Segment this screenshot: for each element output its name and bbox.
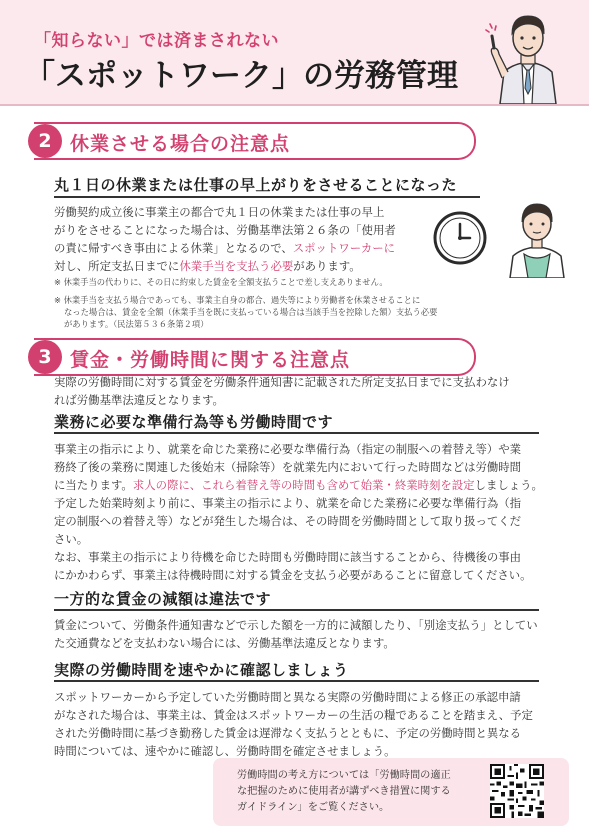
text-line: さい。: [54, 532, 89, 546]
section-2-header: [34, 122, 476, 160]
note-2: [54, 294, 437, 330]
section-number-badge: 3: [28, 340, 62, 374]
text-line: ガイドライン」をご覧ください。: [237, 802, 390, 813]
text-line: スポットワーカーから予定していた労働時間と異なる実際の労働時間による修正の承認申請: [54, 690, 521, 704]
note-line: なった場合は、賃金を全額（休業手当を既に支払っている場合は当該手当を控除した額）支払う必要: [64, 307, 438, 317]
section-3-title: 賃金・労働時間に関する注意点: [70, 349, 351, 371]
text-line: れば労働基準法違反となります。: [54, 393, 224, 407]
text-line: 時間については、速やかに確認し、労働時間を確定させましょう。: [54, 744, 396, 758]
qr-code-icon[interactable]: [490, 764, 544, 818]
worker-apron-icon: [504, 198, 570, 278]
subheading-underline: [54, 609, 539, 611]
text-span: の責に帰すべき事由による休業」となるので、: [54, 241, 293, 255]
text-line: にかかわらず、事業主は待機時間に対する賃金を支払う必要があることに留意してください。: [54, 568, 532, 582]
guideline-box: [213, 758, 569, 826]
text-line: 労働時間の考え方については「労働時間の適正: [237, 770, 451, 781]
text-line: がりをさせることになった場合は、労働基準法第２６条の「使用者: [54, 223, 396, 237]
text-line: 労働契約成立後に事業主の都合で丸１日の休業または仕事の早上: [54, 205, 385, 219]
text-line: [54, 239, 434, 257]
text-span: に当たります。: [54, 478, 133, 492]
subheading-underline: [54, 432, 539, 434]
text-line: 賃金について、労働条件通知書などで示した額を一方的に減額したり、「別途支払う」としてい: [54, 618, 538, 632]
confirm-paragraph: [54, 688, 554, 760]
text-line: な把握のために使用者が講ずべき措置に関する: [237, 786, 451, 797]
subheading-preparation: 業務に必要な準備行為等も労働時間です: [54, 413, 334, 431]
reduction-paragraph: [54, 616, 554, 652]
note-line: ※ 休業手当を支払う場合であっても、事業主自身の都合、過失等により労働者を休業させることに: [54, 295, 421, 305]
text-span: しましょう。: [474, 478, 543, 492]
highlight-text: 休業手当を支払う必要: [179, 259, 294, 273]
section-2-title: 休業させる場合の注意点: [70, 133, 291, 155]
subheading-reduction: 一方的な賃金の減額は違法です: [54, 590, 272, 608]
text-line: された労働時間に基づき勤務した賃金は遅滞なく支払うとともに、予定の労働時間と異なる: [54, 726, 522, 740]
text-line: 務終了後の業務に関連した後始末（掃除等）を就業先内において行った時間などは労働時間: [54, 460, 522, 474]
text-line: 実際の労働時間に対する賃金を労働条件通知書に記載された所定支払日までに支払わなけ: [54, 375, 510, 389]
note-1: ※ 休業手当の代わりに、その日に約束した賃金を全額支払うことで差し支えありません。: [54, 277, 388, 287]
text-line: がなされた場合は、事業主は、賃金はスポットワーカーの生活の糧であることを踏まえ、予定: [54, 708, 533, 722]
section-number-badge: 2: [28, 124, 62, 158]
subheading-confirm: 実際の労働時間を速やかに確認しましょう: [54, 661, 349, 679]
section-3-intro: [54, 373, 554, 409]
section-2-paragraph: [54, 203, 434, 275]
page-header: [0, 0, 589, 106]
text-line: なお、事業主の指示により待機を命じた時間も労働時間に該当することから、待機後の事由: [54, 550, 522, 564]
text-line: た交通費などを支払わない場合には、労働基準法違反となります。: [54, 636, 395, 650]
guideline-text: [237, 768, 482, 816]
header-title: 「スポットワーク」の労務管理: [24, 58, 458, 94]
clock-icon: [432, 210, 488, 266]
text-line: [54, 476, 554, 494]
text-line: 事業主の指示により、就業を命じた業務に必要な準備行為（指定の制服への着替え等）や業: [54, 442, 522, 456]
businessman-pointing-icon: [482, 8, 574, 104]
text-line: 予定した始業時刻より前に、事業主の指示により、就業を命じた業務に必要な準備行為（指: [54, 496, 522, 510]
highlight-text: スポットワーカーに: [292, 241, 396, 255]
section-2-subheading: 丸１日の休業または仕事の早上がりをさせることになった: [54, 176, 458, 194]
text-line: 定の制服への着替え等）などが発生した場合は、その時間を労働時間として取り扱ってくだ: [54, 514, 522, 528]
header-subtitle: 「知らない」では済まされない: [34, 31, 279, 51]
subheading-underline: [54, 680, 539, 682]
text-line: [54, 257, 434, 275]
preparation-paragraph: [54, 440, 554, 584]
text-span: 対し、所定支払日までに: [54, 259, 180, 273]
subheading-underline: [54, 196, 480, 198]
text-span: があります。: [293, 259, 361, 273]
section-3-header: [34, 338, 476, 376]
note-line: があります。（民法第５３６条第２項）: [64, 319, 209, 329]
highlight-text: 求人の際に、これら着替え等の時間も含めて始業・終業時刻を設定: [132, 478, 475, 492]
